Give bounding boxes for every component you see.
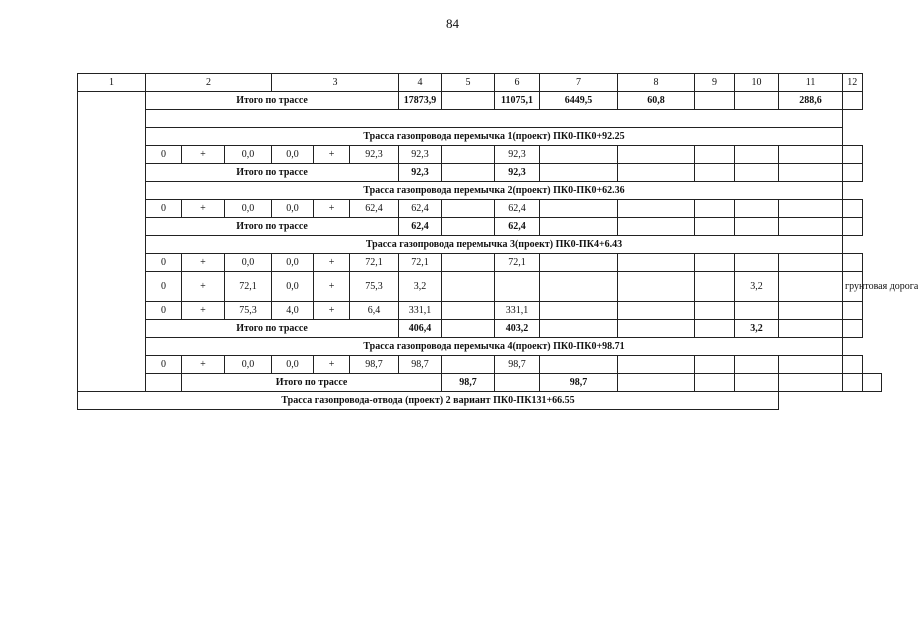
header-cell: 1 <box>78 74 146 92</box>
pk-cell: 0 <box>146 356 182 374</box>
total-label: Итого по трассе <box>182 374 442 392</box>
cell: 3,2 <box>735 272 779 302</box>
cell <box>540 320 618 338</box>
cell <box>695 164 735 182</box>
cell <box>735 254 779 272</box>
pk-cell: + <box>182 302 225 320</box>
cell: 62,4 <box>399 218 442 236</box>
cell: 92,3 <box>495 164 540 182</box>
section-title: Трасса газопровода-отвода (проект) 2 вариант ПК0-ПК131+66.55 <box>78 392 779 410</box>
cell: 92,3 <box>399 164 442 182</box>
cell <box>779 302 843 320</box>
pk-cell: 0,0 <box>272 200 314 218</box>
pk-cell: 0 <box>146 146 182 164</box>
cell <box>540 356 618 374</box>
cell: 331,1 <box>495 302 540 320</box>
cell <box>735 200 779 218</box>
section-title: Трасса газопровода перемычка 3(проект) ПК0-ПК4+6.43 <box>146 236 843 254</box>
cell <box>695 92 735 110</box>
section-total-row <box>78 320 882 338</box>
pk-cell: 0,0 <box>225 254 272 272</box>
cell <box>779 356 843 374</box>
total-label: Итого по трассе <box>146 164 399 182</box>
pk-cell: + <box>314 146 350 164</box>
pk-cell: + <box>182 356 225 374</box>
pk-cell: + <box>314 254 350 272</box>
cell <box>695 302 735 320</box>
section-title-row <box>78 128 882 146</box>
pk-cell: + <box>314 272 350 302</box>
header-cell: 11 <box>779 74 843 92</box>
pk-cell: + <box>182 200 225 218</box>
cell: 98,7 <box>540 374 618 392</box>
cell <box>618 272 695 302</box>
cell <box>695 374 735 392</box>
pk-cell: + <box>314 356 350 374</box>
cell: 98,7 <box>399 356 442 374</box>
cell <box>442 302 495 320</box>
pk-cell: 0,0 <box>272 146 314 164</box>
left-blank-cell <box>146 374 182 392</box>
pk-cell: 75,3 <box>225 302 272 320</box>
cell: 3,2 <box>735 320 779 338</box>
cell <box>618 302 695 320</box>
cell <box>843 218 862 236</box>
pk-cell: 62,4 <box>350 200 399 218</box>
cell: 406,4 <box>399 320 442 338</box>
header-cell: 2 <box>146 74 272 92</box>
cell <box>540 146 618 164</box>
cell: 331,1 <box>399 302 442 320</box>
cell <box>540 302 618 320</box>
section-title-row <box>78 338 882 356</box>
table-row <box>78 302 882 320</box>
table-row <box>78 356 882 374</box>
cell: 98,7 <box>442 374 495 392</box>
summary-total-row <box>78 92 882 110</box>
cell <box>843 374 862 392</box>
header-cell: 7 <box>540 74 618 92</box>
data-table <box>77 73 918 410</box>
cell <box>862 374 881 392</box>
cell <box>618 200 695 218</box>
table-row <box>78 272 882 302</box>
cell <box>843 164 862 182</box>
header-cell: 10 <box>735 74 779 92</box>
cell <box>618 374 695 392</box>
cell: 62,4 <box>495 218 540 236</box>
cell <box>779 200 843 218</box>
cell <box>695 254 735 272</box>
cell <box>540 200 618 218</box>
cell <box>735 92 779 110</box>
cell <box>442 218 495 236</box>
total-label: Итого по трассе <box>146 320 399 338</box>
cell <box>618 356 695 374</box>
header-cell: 12 <box>843 74 862 92</box>
pk-cell: + <box>182 146 225 164</box>
section-total-row <box>78 164 882 182</box>
cell <box>735 146 779 164</box>
cell <box>442 92 495 110</box>
header-cell: 9 <box>695 74 735 92</box>
cell <box>735 374 779 392</box>
cell <box>540 254 618 272</box>
pk-cell: 75,3 <box>350 272 399 302</box>
note-cell <box>843 200 862 218</box>
spacer-row <box>78 110 882 128</box>
cell <box>540 164 618 182</box>
table-row <box>78 146 882 164</box>
pk-cell: 92,3 <box>350 146 399 164</box>
note-cell <box>843 356 862 374</box>
cell <box>695 200 735 218</box>
section-total-row <box>78 218 882 236</box>
cell <box>618 218 695 236</box>
cell <box>618 254 695 272</box>
cell: 92,3 <box>495 146 540 164</box>
section-total-row <box>78 374 882 392</box>
cell: 11075,1 <box>495 92 540 110</box>
cell: 288,6 <box>779 92 843 110</box>
cell <box>442 356 495 374</box>
cell <box>843 92 862 110</box>
cell <box>735 164 779 182</box>
cell <box>695 272 735 302</box>
cell <box>618 146 695 164</box>
pk-cell: 0 <box>146 302 182 320</box>
left-blank-cell <box>78 92 146 392</box>
section-title: Трасса газопровода перемычка 4(проект) ПК0-ПК0+98.71 <box>146 338 843 356</box>
pk-cell: + <box>314 200 350 218</box>
pk-cell: 72,1 <box>350 254 399 272</box>
cell: 72,1 <box>399 254 442 272</box>
pk-cell: 98,7 <box>350 356 399 374</box>
cell: 62,4 <box>495 200 540 218</box>
cell: 72,1 <box>495 254 540 272</box>
header-cell: 8 <box>618 74 695 92</box>
pk-cell: + <box>314 302 350 320</box>
cell <box>495 272 540 302</box>
pk-cell: + <box>182 254 225 272</box>
section-title-row <box>78 392 882 410</box>
header-cell: 3 <box>272 74 399 92</box>
cell <box>442 272 495 302</box>
cell <box>695 320 735 338</box>
total-label: Итого по трассе <box>146 218 399 236</box>
header-row <box>78 74 882 92</box>
note-cell: грунтовая дорога <box>843 272 862 302</box>
pk-cell: 6,4 <box>350 302 399 320</box>
cell <box>442 254 495 272</box>
cell <box>779 374 843 392</box>
cell <box>695 146 735 164</box>
cell: 62,4 <box>399 200 442 218</box>
section-title: Трасса газопровода перемычка 1(проект) ПК0-ПК0+92.25 <box>146 128 843 146</box>
cell: 60,8 <box>618 92 695 110</box>
cell <box>618 320 695 338</box>
pk-cell: 0,0 <box>225 146 272 164</box>
cell: 403,2 <box>495 320 540 338</box>
pk-cell: 72,1 <box>225 272 272 302</box>
pk-cell: 0,0 <box>272 356 314 374</box>
cell <box>442 164 495 182</box>
cell: 17873,9 <box>399 92 442 110</box>
total-label: Итого по трассе <box>146 92 399 110</box>
section-title: Трасса газопровода перемычка 2(проект) ПК0-ПК0+62.36 <box>146 182 843 200</box>
pk-cell: 0 <box>146 200 182 218</box>
cell: 92,3 <box>399 146 442 164</box>
pk-cell: 0 <box>146 254 182 272</box>
cell <box>779 218 843 236</box>
page-number: 84 <box>446 16 459 31</box>
pk-cell: 0,0 <box>225 356 272 374</box>
spacer-cell <box>146 110 843 128</box>
cell <box>779 320 843 338</box>
cell <box>442 146 495 164</box>
cell <box>695 356 735 374</box>
pk-cell: + <box>182 272 225 302</box>
cell <box>735 218 779 236</box>
cell <box>618 164 695 182</box>
cell <box>540 272 618 302</box>
cell <box>779 146 843 164</box>
table-row <box>78 254 882 272</box>
cell <box>779 272 843 302</box>
cell: 98,7 <box>495 356 540 374</box>
header-cell: 5 <box>442 74 495 92</box>
pk-cell: 4,0 <box>272 302 314 320</box>
cell <box>540 218 618 236</box>
pk-cell: 0,0 <box>272 272 314 302</box>
header-cell: 6 <box>495 74 540 92</box>
section-title-row <box>78 182 882 200</box>
cell <box>843 320 862 338</box>
note-cell <box>843 254 862 272</box>
cell <box>735 302 779 320</box>
cell: 3,2 <box>399 272 442 302</box>
cell <box>779 254 843 272</box>
pk-cell: 0,0 <box>272 254 314 272</box>
cell: 6449,5 <box>540 92 618 110</box>
cell <box>442 200 495 218</box>
pk-cell: 0,0 <box>225 200 272 218</box>
note-cell <box>843 146 862 164</box>
pk-cell: 0 <box>146 272 182 302</box>
cell <box>735 356 779 374</box>
cell <box>695 218 735 236</box>
note-cell <box>843 302 862 320</box>
cell <box>442 320 495 338</box>
table-body <box>78 74 918 410</box>
header-cell: 4 <box>399 74 442 92</box>
cell <box>779 164 843 182</box>
cell <box>495 374 540 392</box>
section-title-row <box>78 236 882 254</box>
table-row <box>78 200 882 218</box>
